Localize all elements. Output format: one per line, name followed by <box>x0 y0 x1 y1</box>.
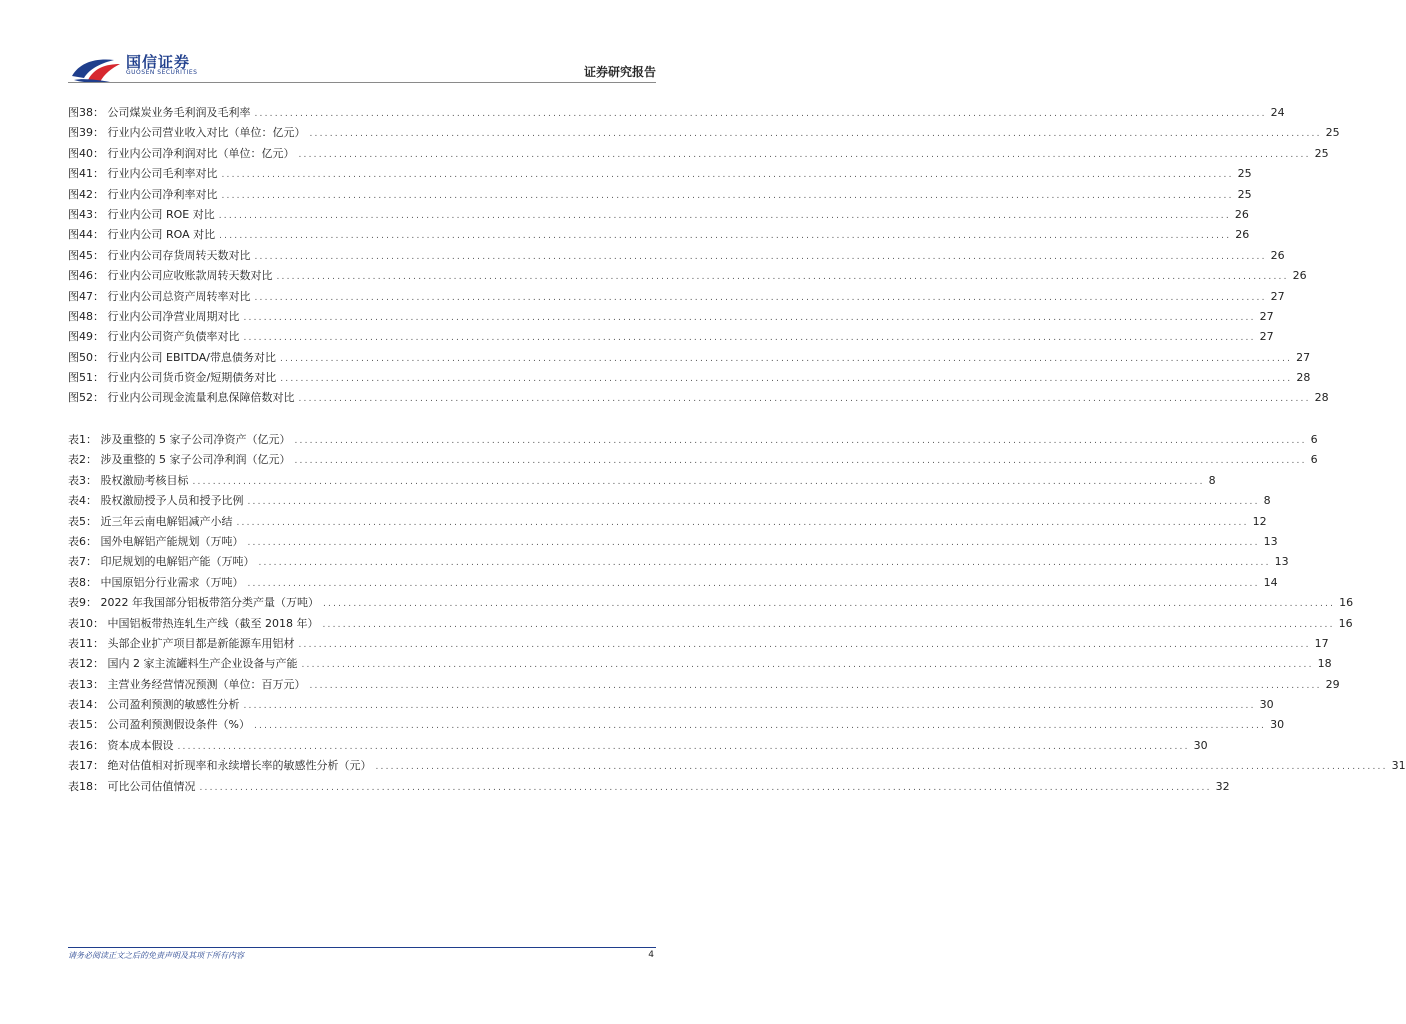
figure-index-entry-label: 图41： 行业内公司毛利率对比 <box>68 167 218 181</box>
leader-dots: ........................................................................................................................................................................................................ <box>323 599 1336 610</box>
table-index-entry-label: 表11： 头部企业扩产项目都是新能源车用铝材 <box>68 636 295 650</box>
leader-dots: ........................................................................................................................................................................................................ <box>280 374 1293 385</box>
leader-dots: ........................................................................................................................................................................................................ <box>243 701 1256 712</box>
figure-index-entry-page: 25 <box>1237 167 1252 181</box>
figure-index-entry-page: 25 <box>1237 187 1252 201</box>
figure-index-entry[interactable] <box>68 164 1252 184</box>
figure-index-entry[interactable] <box>68 246 1285 266</box>
leader-dots: ........................................................................................................................................................................................................ <box>221 170 1234 181</box>
table-index <box>68 430 1406 797</box>
table-index-entry[interactable] <box>68 491 1271 511</box>
leader-dots: ........................................................................................................................................................................................................ <box>243 312 1256 323</box>
table-index-entry-label: 表8： 中国原铝分行业需求（万吨） <box>68 575 244 589</box>
table-index-entry[interactable] <box>68 654 1332 674</box>
leader-dots: ........................................................................................................................................................................................................ <box>221 190 1234 201</box>
brand-name: 国信证券 <box>126 53 191 71</box>
guosen-logo-icon <box>70 54 122 84</box>
table-index-entry[interactable] <box>68 736 1208 756</box>
page-number: 4 <box>648 950 654 960</box>
figure-index-entry-label: 图49： 行业内公司资产负债率对比 <box>68 330 240 344</box>
table-index-entry-label: 表9： 2022 年我国部分铝板带箔分类产量（万吨） <box>68 596 319 610</box>
table-index-entry-page: 16 <box>1339 596 1354 610</box>
leader-dots: ........................................................................................................................................................................................................ <box>276 272 1289 283</box>
table-index-entry-label: 表5： 近三年云南电解铝减产小结 <box>68 514 233 528</box>
figure-index-entry[interactable] <box>68 225 1250 245</box>
figure-index-entry-page: 27 <box>1270 289 1285 303</box>
figure-index-entry-label: 图50： 行业内公司 EBITDA/带息债务对比 <box>68 350 276 364</box>
leader-dots: ........................................................................................................................................................................................................ <box>253 721 1267 732</box>
leader-dots: ........................................................................................................................................................................................................ <box>298 394 1311 405</box>
table-index-entry[interactable] <box>68 695 1274 715</box>
table-index-entry[interactable] <box>68 715 1285 735</box>
figure-index-entry-page: 26 <box>1270 248 1285 262</box>
page-header <box>0 0 724 90</box>
leader-dots: ........................................................................................................................................................................................................ <box>243 333 1256 344</box>
table-index-entry-page: 16 <box>1338 616 1353 630</box>
leader-dots: ........................................................................................................................................................................................................ <box>254 292 1267 303</box>
table-index-entry-label: 表10： 中国铝板带热连轧生产线（截至 2018 年） <box>68 616 319 630</box>
table-index-entry[interactable] <box>68 756 1406 776</box>
table-index-entry-page: 30 <box>1193 738 1208 752</box>
footer-disclaimer: 请务必阅读正文之后的免责声明及其项下所有内容 <box>68 951 244 960</box>
leader-dots: ........................................................................................................................................................................................................ <box>247 578 1260 589</box>
table-index-entry-page: 8 <box>1208 473 1216 487</box>
figure-index-entry[interactable] <box>68 123 1340 143</box>
figure-index-entry[interactable] <box>68 388 1329 408</box>
leader-dots: ........................................................................................................................................................................................................ <box>279 353 1293 364</box>
table-index-entry-label: 表7： 印尼规划的电解铝产能（万吨） <box>68 555 255 569</box>
table-index-entry[interactable] <box>68 634 1329 654</box>
leader-dots: ........................................................................................................................................................................................................ <box>301 660 1314 671</box>
figure-index-entry-label: 图47： 行业内公司总资产周转率对比 <box>68 289 251 303</box>
header-divider <box>68 82 656 83</box>
figure-index-entry-label: 图51： 行业内公司货币资金/短期债务对比 <box>68 371 277 385</box>
table-index-entry-page: 6 <box>1310 453 1318 467</box>
footer-divider <box>68 947 656 948</box>
leader-dots: ........................................................................................................................................................................................................ <box>218 210 1231 221</box>
table-index-entry-page: 13 <box>1263 534 1278 548</box>
table-index-entry-label: 表1： 涉及重整的 5 家子公司净资产（亿元） <box>68 433 291 446</box>
table-index-entry-page: 17 <box>1314 636 1329 650</box>
table-index-entry-label: 表14： 公司盈利预测的敏感性分析 <box>68 698 240 712</box>
leader-dots: ........................................................................................................................................................................................................ <box>309 129 1322 140</box>
table-index-entry-page: 14 <box>1263 575 1278 589</box>
table-index-entry-page: 30 <box>1270 718 1285 732</box>
table-index-entry-page: 31 <box>1391 759 1406 773</box>
table-index-entry-label: 表12： 国内 2 家主流罐料生产企业设备与产能 <box>68 657 298 671</box>
table-index-entry-label: 表13： 主营业务经营情况预测（单位：百万元） <box>68 677 306 691</box>
figure-index-entry[interactable] <box>68 185 1252 205</box>
figure-index-entry[interactable] <box>68 368 1311 388</box>
table-index-entry-page: 32 <box>1215 779 1230 793</box>
table-index-entry[interactable] <box>68 512 1267 532</box>
leader-dots: ........................................................................................................................................................................................................ <box>322 619 1335 630</box>
table-index-entry[interactable] <box>68 532 1278 552</box>
figure-index-entry[interactable] <box>68 205 1249 225</box>
leader-dots: ........................................................................................................................................................................................................ <box>298 639 1311 650</box>
leader-dots: ........................................................................................................................................................................................................ <box>254 109 1267 119</box>
figure-index-entry[interactable] <box>68 103 1285 123</box>
figure-index-entry-label: 图43： 行业内公司 ROE 对比 <box>68 207 215 221</box>
table-index-entry[interactable] <box>68 593 1354 613</box>
figure-index-entry-label: 图45： 行业内公司存货周转天数对比 <box>68 248 251 262</box>
figure-index <box>68 103 1340 409</box>
table-index-entry[interactable] <box>68 450 1318 470</box>
leader-dots: ........................................................................................................................................................................................................ <box>254 251 1267 262</box>
figure-index-entry-label: 图42： 行业内公司净利率对比 <box>68 187 218 201</box>
leader-dots: ........................................................................................................................................................................................................ <box>247 537 1260 548</box>
figure-index-entry-page: 28 <box>1296 371 1311 385</box>
leader-dots: ........................................................................................................................................................................................................ <box>177 741 1190 752</box>
table-index-entry-label: 表17： 绝对估值相对折现率和永续增长率的敏感性分析（元） <box>68 759 372 773</box>
table-index-entry-page: 12 <box>1252 514 1267 528</box>
figure-index-entry[interactable] <box>68 348 1311 368</box>
figure-index-entry-label: 图52： 行业内公司现金流量利息保障倍数对比 <box>68 391 295 405</box>
figure-index-entry-page: 27 <box>1296 350 1311 364</box>
figure-index-entry[interactable] <box>68 144 1329 164</box>
table-index-entry-label: 表6： 国外电解铝产能规划（万吨） <box>68 534 244 548</box>
leader-dots: ........................................................................................................................................................................................................ <box>199 782 1212 793</box>
table-index-entry-page: 18 <box>1317 657 1332 671</box>
figure-index-entry[interactable] <box>68 266 1307 286</box>
figure-index-entry-label: 图44： 行业内公司 ROA 对比 <box>68 228 216 242</box>
table-index-entry-page: 30 <box>1259 698 1274 712</box>
leader-dots: ........................................................................................................................................................................................................ <box>294 436 1307 446</box>
figure-index-entry-label: 图40： 行业内公司净利润对比（单位：亿元） <box>68 146 295 160</box>
leader-dots: ........................................................................................................................................................................................................ <box>309 680 1322 691</box>
brand-name-en: GUOSEN SECURITIES <box>126 69 198 76</box>
figure-index-entry-page: 27 <box>1259 330 1274 344</box>
table-index-entry-page: 29 <box>1325 677 1340 691</box>
figure-index-entry-label: 图46： 行业内公司应收账款周转天数对比 <box>68 269 273 283</box>
table-index-entry[interactable] <box>68 675 1340 695</box>
figure-index-entry[interactable] <box>68 327 1274 347</box>
table-index-entry[interactable] <box>68 471 1216 491</box>
table-index-entry-label: 表3： 股权激励考核目标 <box>68 473 189 487</box>
table-index-entry-page: 13 <box>1274 555 1289 569</box>
leader-dots: ........................................................................................................................................................................................................ <box>258 558 1271 569</box>
figure-index-entry-label: 图39： 行业内公司营业收入对比（单位：亿元） <box>68 126 306 140</box>
table-index-entry-label: 表18： 可比公司估值情况 <box>68 779 196 793</box>
leader-dots: ........................................................................................................................................................................................................ <box>298 149 1311 160</box>
table-index-entry-page: 8 <box>1263 494 1271 508</box>
figure-index-entry-page: 26 <box>1235 228 1250 242</box>
figure-index-entry[interactable] <box>68 307 1274 327</box>
table-index-entry[interactable] <box>68 552 1289 572</box>
figure-index-entry-label: 图38： 公司煤炭业务毛利润及毛利率 <box>68 106 251 119</box>
figure-index-entry-page: 27 <box>1259 309 1274 323</box>
leader-dots: ........................................................................................................................................................................................................ <box>219 231 1232 242</box>
figure-index-entry-page: 26 <box>1292 269 1307 283</box>
table-index-entry[interactable] <box>68 614 1353 634</box>
table-index-entry-label: 表15： 公司盈利预测假设条件（%） <box>68 718 250 732</box>
table-index-entry-label: 表2： 涉及重整的 5 家子公司净利润（亿元） <box>68 453 291 467</box>
figure-index-entry-page: 26 <box>1234 207 1249 221</box>
figure-index-entry-label: 图48： 行业内公司净营业周期对比 <box>68 309 240 323</box>
figure-index-entry-page: 25 <box>1325 126 1340 140</box>
table-index-entry-label: 表16： 资本成本假设 <box>68 738 174 752</box>
table-index-entry[interactable] <box>68 573 1278 593</box>
figure-index-entry-page: 28 <box>1314 391 1329 405</box>
table-index-entry-page: 6 <box>1310 433 1318 446</box>
leader-dots: ........................................................................................................................................................................................................ <box>294 456 1307 467</box>
figure-index-entry-page: 24 <box>1270 106 1285 119</box>
table-index-entry[interactable] <box>68 777 1230 797</box>
table-index-entry-label: 表4： 股权激励授予人员和授予比例 <box>68 494 244 508</box>
leader-dots: ........................................................................................................................................................................................................ <box>192 476 1205 487</box>
table-index-entry[interactable] <box>68 430 1318 450</box>
report-type: 证券研究报告 <box>583 65 656 79</box>
leader-dots: ........................................................................................................................................................................................................ <box>375 762 1388 773</box>
leader-dots: ........................................................................................................................................................................................................ <box>236 517 1249 528</box>
leader-dots: ........................................................................................................................................................................................................ <box>247 497 1260 508</box>
figure-index-entry-page: 25 <box>1314 146 1329 160</box>
figure-index-entry[interactable] <box>68 287 1285 307</box>
